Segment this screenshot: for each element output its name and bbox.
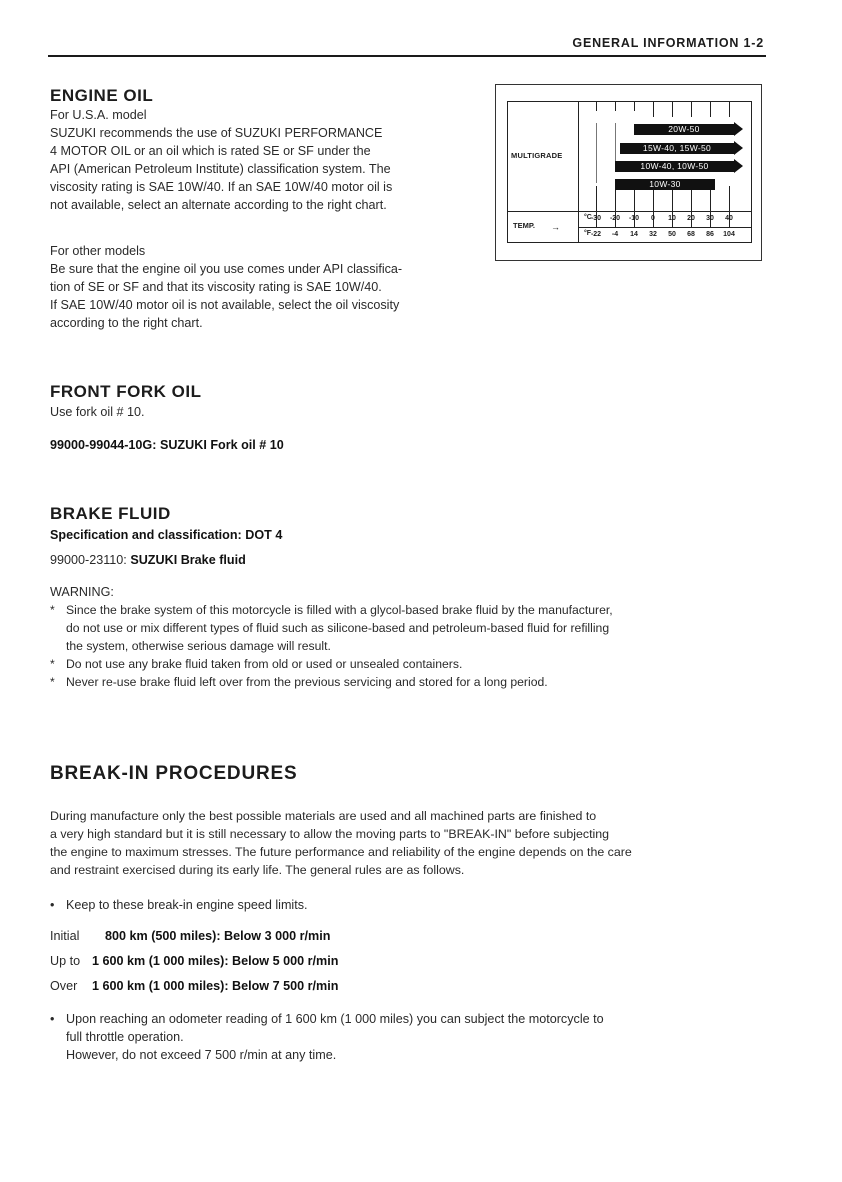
temp-row-divider: [507, 211, 752, 212]
grid-line: [596, 123, 597, 183]
bullet-icon: •: [50, 1012, 55, 1026]
usa-line: not available, select an alternate according to the right chart.: [50, 198, 387, 212]
warning-title: WARNING:: [50, 585, 114, 599]
tick: 20: [687, 215, 695, 222]
temp-arrow-icon: →: [551, 222, 560, 232]
warning-line: Do not use any brake fluid taken from old or used or unsealed containers.: [66, 657, 463, 671]
unit-row-divider: [578, 227, 752, 228]
grid-line: [672, 101, 673, 117]
spec-value: DOT 4: [245, 528, 283, 542]
unit-celsius: °C: [584, 214, 592, 221]
tick: -30: [590, 215, 602, 222]
bullet-text: Keep to these break-in engine speed limits.: [66, 898, 308, 912]
bar-10w40-10w50: [615, 161, 734, 172]
warning-list: [50, 601, 770, 691]
intro-line: During manufacture only the best possible materials are used and all machined parts are finished to: [50, 809, 597, 823]
header-rule: [48, 55, 766, 57]
grid-line: [653, 101, 654, 117]
asterisk-icon: *: [50, 603, 55, 617]
label-divider: [578, 101, 579, 243]
spec-label: Specification and classification:: [50, 528, 242, 542]
tick: 68: [687, 231, 695, 238]
limit-value: Below 5 000 r/min: [232, 954, 339, 968]
tick: 14: [630, 231, 638, 238]
engine-oil-title: ENGINE OIL: [50, 86, 154, 105]
usa-line: SUZUKI recommends the use of SUZUKI PERFORMANCE: [50, 126, 383, 140]
engine-oil-other-text: [50, 242, 480, 332]
limit-distance: 800 km (500 miles):: [105, 929, 221, 943]
other-line: If SAE 10W/40 motor oil is not available, select the oil viscosity: [50, 298, 400, 312]
limit-value: Below 7 500 r/min: [232, 979, 339, 993]
brake-fluid-part-name: SUZUKI Brake fluid: [130, 553, 246, 567]
bar-label: 15W-40, 15W-50: [642, 143, 712, 153]
usa-line: API (American Petroleum Institute) classification system. The: [50, 162, 391, 176]
engine-oil-usa-text: [50, 106, 480, 214]
warning-line: Since the brake system of this motorcycle is filled with a glycol-based brake fluid by the manufacturer,: [66, 603, 613, 617]
limit-row: [50, 952, 338, 970]
grid-line: [615, 123, 616, 163]
fork-oil-usage: Use fork oil # 10.: [50, 405, 145, 419]
usa-subtitle: For U.S.A. model: [50, 108, 147, 122]
warning-line: Never re-use brake fluid left over from the previous servicing and stored for a long period.: [66, 675, 548, 689]
grid-line: [615, 101, 616, 111]
warning-item: [50, 655, 770, 673]
temp-label: TEMP.: [513, 221, 535, 230]
limit-stage: Up to: [50, 954, 81, 968]
tick: -4: [611, 231, 619, 238]
front-fork-oil-title: FRONT FORK OIL: [50, 382, 202, 401]
break-in-bullet-1: [50, 896, 308, 914]
bar-10w30: [615, 179, 715, 190]
warning-line: the system, otherwise serious damage will result.: [66, 639, 331, 653]
intro-line: the engine to maximum stresses. The future performance and reliability of the engine depends on the care: [50, 845, 632, 859]
break-in-title: BREAK-IN PROCEDURES: [50, 763, 298, 784]
fork-oil-part-name: SUZUKI Fork oil # 10: [159, 438, 284, 452]
bullet-icon: •: [50, 898, 55, 912]
grid-line: [710, 101, 711, 117]
warning-item: [50, 601, 770, 655]
brake-fluid-spec: [50, 526, 282, 544]
limit-row: [50, 927, 330, 945]
tick: 10: [668, 215, 676, 222]
tick: 30: [706, 215, 714, 222]
bullet-item: [50, 1010, 770, 1064]
bar-label: 10W-30: [649, 179, 681, 189]
break-in-intro: [50, 807, 770, 879]
other-line: tion of SE or SF and that its viscosity rating is SAE 10W/40.: [50, 280, 382, 294]
header-title: GENERAL INFORMATION: [572, 36, 740, 50]
bar-label: 10W-40, 10W-50: [640, 161, 709, 171]
bullet-line: full throttle operation.: [66, 1030, 184, 1044]
bullet-item: [50, 896, 308, 914]
tick: 40: [725, 215, 733, 222]
limit-distance: 1 600 km (1 000 miles):: [92, 979, 229, 993]
limit-stage: Over: [50, 979, 78, 993]
grid-line: [596, 101, 597, 111]
limit-stage: Initial: [50, 929, 80, 943]
grid-line: [634, 101, 635, 111]
bar-label: 20W-50: [668, 124, 700, 134]
fork-oil-part: [50, 436, 284, 454]
intro-line: and restraint exercised during its early life. The general rules are as follows.: [50, 863, 465, 877]
tick: 50: [668, 231, 676, 238]
arrow-right-icon: [734, 122, 743, 136]
usa-line: 4 MOTOR OIL or an oil which is rated SE or SF under the: [50, 144, 371, 158]
usa-line: viscosity rating is SAE 10W/40. If an SAE 10W/40 motor oil is: [50, 180, 393, 194]
multigrade-label: MULTIGRADE: [511, 151, 563, 160]
intro-line: a very high standard but it is still necessary to allow the moving parts to "BREAK-IN" before subjecting: [50, 827, 610, 841]
tick: -22: [590, 231, 602, 238]
arrow-right-icon: [734, 159, 743, 173]
warning-item: [50, 673, 770, 691]
brake-fluid-title: BRAKE FLUID: [50, 504, 171, 523]
other-line: Be sure that the engine oil you use comes under API classifica-: [50, 262, 403, 276]
brake-fluid-part-number: 99000-23110:: [50, 553, 127, 567]
bullet-line: Upon reaching an odometer reading of 1 600 km (1 000 miles) you can subject the motorcycle to: [66, 1012, 604, 1026]
break-in-bullet-2: [50, 1010, 770, 1064]
warning-line: do not use or mix different types of fluid such as silicone-based and petroleum-based fluid for refilling: [66, 621, 610, 635]
limit-distance: 1 600 km (1 000 miles):: [92, 954, 229, 968]
tick: 104: [723, 231, 735, 238]
arrow-right-icon: [734, 141, 743, 155]
tick: 0: [651, 215, 655, 222]
page-header: [48, 36, 764, 54]
asterisk-icon: *: [50, 675, 55, 689]
tick: -20: [609, 215, 621, 222]
unit-fahrenheit: °F: [584, 230, 592, 237]
tick: 86: [706, 231, 714, 238]
asterisk-icon: *: [50, 657, 55, 671]
bar-15w40-15w50: [620, 143, 734, 154]
limit-row: [50, 977, 338, 995]
grid-line: [691, 101, 692, 117]
other-subtitle: For other models: [50, 244, 146, 258]
page-number: 1-2: [743, 36, 764, 50]
other-line: according to the right chart.: [50, 316, 203, 330]
tick: -10: [628, 215, 640, 222]
limit-value: Below 3 000 r/min: [224, 929, 331, 943]
grid-line: [729, 101, 730, 117]
fork-oil-part-number: 99000-99044-10G:: [50, 438, 157, 452]
brake-fluid-part: [50, 551, 246, 569]
tick: 32: [649, 231, 657, 238]
bullet-line: However, do not exceed 7 500 r/min at any time.: [66, 1048, 337, 1062]
bar-20w50: [634, 124, 734, 135]
